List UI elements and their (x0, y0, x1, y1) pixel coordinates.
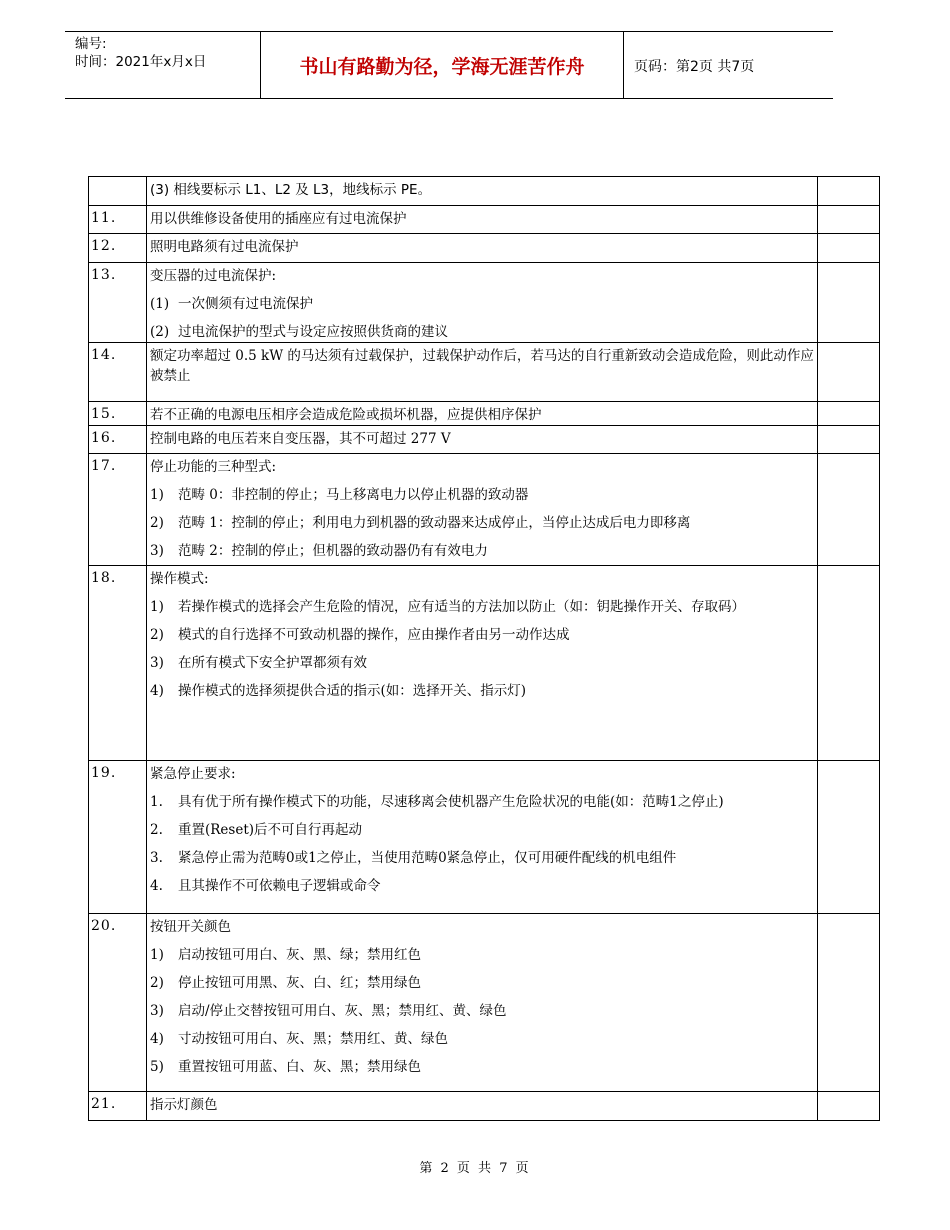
item-content-cell (147, 177, 818, 206)
sub-item-marker: 3) (150, 543, 164, 559)
table-row (89, 177, 880, 206)
sub-item (150, 597, 817, 617)
sub-item (150, 653, 817, 673)
item-number: 14. (91, 347, 117, 363)
check-cell (818, 234, 880, 263)
item-content-cell (147, 206, 818, 234)
sub-item-marker: 2. (150, 822, 163, 838)
table-row (89, 454, 880, 566)
item-text: 按钮开关颜色 (150, 919, 231, 935)
item-number: 21. (91, 1096, 117, 1112)
sub-item-text: 一次侧须有过电流保护 (178, 296, 313, 312)
sub-item-text: 范畴 1：控制的停止；利用电力到机器的致动器来达成停止，当停止达成后电力即移离 (178, 515, 691, 531)
item-number-cell (89, 454, 147, 566)
checklist-table (88, 176, 880, 1121)
sub-item (150, 485, 817, 505)
sub-item (150, 876, 817, 896)
sub-item (150, 820, 817, 840)
item-number: 19. (91, 765, 117, 781)
sub-item-marker: 1) (150, 947, 164, 963)
sub-item-marker: 1. (150, 794, 163, 810)
sub-item-text: 过电流保护的型式与设定应按照供货商的建议 (178, 324, 448, 340)
header-meta (75, 35, 206, 71)
sub-item-text: 操作模式的选择须提供合适的指示(如：选择开关、指示灯) (178, 683, 527, 699)
item-number-cell (89, 761, 147, 914)
sub-item-marker: 4) (150, 1031, 164, 1047)
time-label: 时间：2021年x月x日 (75, 54, 207, 70)
sub-item-text: 寸动按钮可用白、灰、黑；禁用红、黄、绿色 (178, 1031, 448, 1047)
item-text: 照明电路须有过电流保护 (150, 239, 299, 255)
sub-item (150, 294, 817, 314)
item-number-cell (89, 402, 147, 426)
table-row (89, 761, 880, 914)
item-content-cell (147, 263, 818, 343)
item-text: 用以供维修设备使用的插座应有过电流保护 (150, 211, 407, 227)
sub-item-text: 模式的自行选择不可致动机器的操作，应由操作者由另一动作达成 (178, 627, 570, 643)
check-cell (818, 343, 880, 402)
sub-item (150, 1001, 817, 1021)
sub-item-marker: (1) (150, 296, 170, 312)
sub-item (150, 1057, 817, 1077)
item-text: 控制电路的电压若来自变压器，其不可超过 277 V (150, 431, 451, 447)
item-number-cell (89, 914, 147, 1092)
sub-item (150, 322, 817, 342)
item-number-cell (89, 426, 147, 454)
sub-item-marker: (2) (150, 324, 170, 340)
item-text: (3) 相线要标示 L1、L2 及 L3，地线标示 PE。 (150, 182, 432, 198)
item-text: 指示灯颜色 (150, 1097, 218, 1113)
sub-item-marker: 3) (150, 655, 164, 671)
sub-item (150, 625, 817, 645)
sub-item-text: 重置(Reset)后不可自行再起动 (178, 822, 363, 838)
sub-item-text: 范畴 2：控制的停止；但机器的致动器仍有有效电力 (178, 543, 488, 559)
sub-item-text: 范畴 0：非控制的停止；马上移离电力以停止机器的致动器 (178, 487, 529, 503)
item-content-cell (147, 914, 818, 1092)
item-number-cell (89, 1092, 147, 1121)
check-cell (818, 206, 880, 234)
item-number-cell (89, 263, 147, 343)
item-text: 额定功率超过 0.5 kW 的马达须有过载保护，过载保护动作后，若马达的自行重新致动会造成危险，则此动作应被禁止 (150, 348, 814, 384)
item-content-cell (147, 402, 818, 426)
sub-item-text: 重置按钮可用蓝、白、灰、黑；禁用绿色 (178, 1059, 421, 1075)
item-content-cell (147, 761, 818, 914)
item-content-cell (147, 234, 818, 263)
sub-item (150, 973, 817, 993)
sub-item (150, 848, 817, 868)
table-row (89, 1092, 880, 1121)
sub-item-marker: 4. (150, 878, 163, 894)
sub-item (150, 513, 817, 533)
item-text: 若不正确的电源电压相序会造成危险或损坏机器，应提供相序保护 (150, 407, 542, 423)
number-label: 编号: (75, 36, 107, 52)
sub-item (150, 681, 817, 701)
item-content-cell (147, 566, 818, 761)
check-cell (818, 1092, 880, 1121)
check-cell (818, 263, 880, 343)
item-content-cell (147, 1092, 818, 1121)
check-cell (818, 566, 880, 761)
item-number-cell (89, 343, 147, 402)
sub-item-marker: 3. (150, 850, 163, 866)
check-cell (818, 914, 880, 1092)
sub-item-text: 若操作模式的选择会产生危险的情况，应有适当的方法加以防止（如：钥匙操作开关、存取码） (178, 599, 745, 615)
sub-item (150, 1029, 817, 1049)
sub-item-text: 且其操作不可依赖电子逻辑或命令 (178, 878, 381, 894)
sub-item (150, 792, 817, 812)
table-row (89, 263, 880, 343)
item-number-cell (89, 234, 147, 263)
check-cell (818, 761, 880, 914)
table-row (89, 402, 880, 426)
item-number: 18. (91, 570, 117, 586)
header-motto: 书山有路勤为径，学海无涯苦作舟 (299, 55, 585, 78)
table-row (89, 206, 880, 234)
item-number: 17. (91, 458, 117, 474)
check-cell (818, 177, 880, 206)
sub-item-text: 启动/停止交替按钮可用白、灰、黑；禁用红、黄、绿色 (178, 1003, 507, 1019)
item-text: 紧急停止要求: (150, 766, 236, 782)
item-number: 12. (91, 238, 117, 254)
table-row (89, 914, 880, 1092)
sub-item-marker: 4) (150, 683, 164, 699)
item-number (89, 177, 146, 181)
sub-item-marker: 1) (150, 599, 164, 615)
table-row (89, 343, 880, 402)
item-number-cell (89, 566, 147, 761)
sub-item-marker: 5) (150, 1059, 164, 1075)
item-text: 操作模式: (150, 571, 209, 587)
item-number: 16. (91, 430, 117, 446)
sub-item-text: 具有优于所有操作模式下的功能，尽速移离会使机器产生危险状况的电能(如：范畴1之停止) (178, 794, 724, 810)
sub-item (150, 945, 817, 965)
item-number: 11. (91, 210, 117, 226)
sub-item-marker: 1) (150, 487, 164, 503)
header-page-info: 页码：第2页 共7页 (634, 59, 755, 75)
item-number-cell (89, 177, 147, 206)
sub-item (150, 541, 817, 561)
sub-item-marker: 2) (150, 975, 164, 991)
check-cell (818, 454, 880, 566)
sub-item-text: 紧急停止需为范畴0或1之停止，当使用范畴0紧急停止，仅可用硬件配线的机电组件 (178, 850, 677, 866)
header-divider (623, 32, 624, 98)
page-footer: 第 2 页 共 7 页 (419, 1161, 531, 1176)
item-text: 停止功能的三种型式: (150, 459, 277, 475)
table-row (89, 426, 880, 454)
check-cell (818, 426, 880, 454)
table-row (89, 566, 880, 761)
check-cell (818, 402, 880, 426)
item-number: 20. (91, 918, 117, 934)
item-text: 变压器的过电流保护: (150, 268, 277, 284)
page-header (65, 31, 833, 99)
item-number: 13. (91, 267, 117, 283)
sub-item-text: 停止按钮可用黑、灰、白、红；禁用绿色 (178, 975, 421, 991)
item-content-cell (147, 343, 818, 402)
table-row (89, 234, 880, 263)
item-number: 15. (91, 406, 117, 422)
sub-item-text: 启动按钮可用白、灰、黑、绿；禁用红色 (178, 947, 421, 963)
sub-item-marker: 3) (150, 1003, 164, 1019)
sub-item-marker: 2) (150, 515, 164, 531)
item-content-cell (147, 454, 818, 566)
sub-item-text: 在所有模式下安全护罩都须有效 (178, 655, 367, 671)
item-number-cell (89, 206, 147, 234)
item-content-cell (147, 426, 818, 454)
sub-item-marker: 2) (150, 627, 164, 643)
